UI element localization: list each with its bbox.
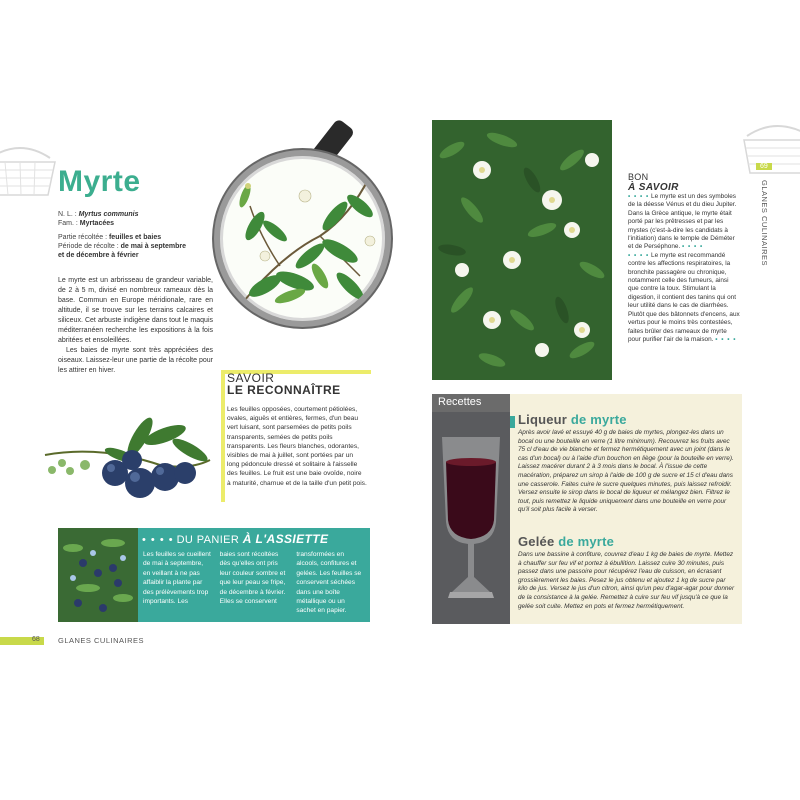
liqueur-glass-photo: [432, 412, 510, 624]
recettes-tab: Recettes: [432, 394, 510, 412]
intro-paragraph-2: Les baies de myrte sont très appréciées des oiseaux. Laissez-leur une partie de la récolte pour les attirer en hiver.: [58, 347, 213, 374]
recipe-liqueur: [518, 412, 736, 515]
page-number-right: 69: [756, 163, 772, 170]
berries-image: [40, 415, 215, 505]
partie-line: Partie récoltée : feuilles et baies: [58, 234, 162, 241]
savoir-heading: SAVOIR LE RECONNAÎTRE: [227, 371, 341, 397]
periode-line: Période de récolte : de mai à septembre: [58, 243, 187, 250]
intro-paragraph-1: Le myrte est un arbrisseau de grandeur variable, de 2 à 5 m, divisé en nombreux rameaux dès la base. Commun en Europe méridionale, rare en altitude, il se trouve sur les terrains calcaires et siliceux. Cet arbuste indigène dans tout le maquis méditerranéen recherche les expositions à la fois abritées et ensoleillées.: [58, 277, 213, 344]
liqueur-heading: Liqueur de myrte: [518, 412, 627, 427]
panier-assiette-box: [58, 528, 370, 622]
panier-col-1: Les feuilles se cueillent de mai à septembre, en veillant à ne pas affaiblir la plante par des prélèvements trop importants. Les: [143, 551, 211, 606]
myrtle-illustration: [220, 156, 385, 321]
savoir-text: Les feuilles opposées, courtement pétiolées, ovales, aiguës et entières, fermes, d'un beau vert luisant, sont parsemées de petits poils transparents, semées de petits poils transparents. Les fleurs blanches, odorantes, visibles de mai à juillet, sont portées par un long pédoncule dressé et solitaire à l'aisselle des feuilles. Le fruit est une baie ovoïde, noire à maturité, charnue et de la taille d'un petit pois.: [227, 406, 367, 487]
periode-line-2: et de décembre à février: [58, 252, 139, 259]
recettes-box: [432, 394, 742, 624]
bon-heading-1: BON: [628, 172, 649, 182]
page-title: Myrte: [58, 165, 141, 198]
plant-meta: [58, 210, 208, 260]
panier-col-2: baies sont récoltées dès qu'elles ont pris leur couleur sombre et que leur peau se fripe, de décembre à février. Elles se conservent: [219, 551, 286, 606]
bon-heading-2: À SAVOIR: [628, 182, 679, 193]
gelee-heading: Gelée de myrte: [518, 534, 615, 549]
panier-columns: [143, 550, 365, 616]
recipe-gelee: [518, 534, 736, 611]
liqueur-text: Après avoir lavé et essuyé 40 g de baies de myrtes, plongez-les dans un bocal ou une bouteille en verre (1 litre minimum). Recouvrez les fruits avec 75 cl d'eau de vie blanche et fermez hermétiquement avec un joint (dans le cas d'un bocal) ou à l'aide d'un bouchon en liège (pour la bouteille en verre). Laissez macérer durant 2 à 3 mois dans le bocal. À l'issue de cette macération, préparez un sirop à l'aide de 100 g de sucre et 15 cl d'eau dans une casserole. Faites cuire le sucre quelques minutes, puis laissez refroidir. Versez ensuite le sirop dans le bocal de liqueur et mélangez bien. Filtrez le tout, puis remettez le liquide uniquement dans une bouteille en verre pour qu'il soit plus facile à verser.: [518, 429, 734, 514]
gelee-text: Dans une bassine à confiture, couvrez d'eau 1 kg de baies de myrte. Mettez à chauffer sur feu vif et portez à ébullition. Laissez cuire 30 minutes, puis passez dans une passoire pour récupérez l'eau de cuisson, en écrasant grossièrement les baies. Pesez le jus obtenu et ajoutez 1 kg de sucre par kilo de jus. Versez le jus d'un citron, ainsi qu'un peu d'agar-agar pour donner de la consistance à la gelée. Remettez à cuire sur feu vif jusqu'à ce que la gelée soit cuite. Mettez en pots et fermez hermétiquement.: [518, 551, 735, 610]
intro-text: [58, 276, 213, 376]
bon-text: • • • • Le myrte est un des symboles de la déesse Vénus et du dieu Jupiter. Dans la Grèce antique, le myrte était porté par les prêtresses et par les mystes (c'est-à-dire les candidats à l'initiation) dans le temple de Déméter et de Perséphone. • • • • • • • • Le myrte est recommandé contre les affections respiratoires, la bronchite passagère ou chronique, notamment celle des fumeurs, ainsi que contre la toux. Stimulant la digestion, il contient des tanins qui ont leur utilité dans le cas de diarrhées. Plutôt que des bâtonnets d'encens, aux vertus pour le moins très contestées, faites brûler des rameaux de myrte pour purifier l'air de la maison. • • • •: [628, 193, 740, 343]
nl-line: N. L. : Myrtus communis: [58, 211, 139, 218]
magnifier-lens: [214, 150, 391, 327]
section-label-left: GLANES CULINAIRES: [58, 636, 145, 645]
panier-col-3: transformées en alcools, confitures et gelées. Les feuilles se conservent séchées dans une boîte métallique ou un sachet en papier.: [296, 551, 362, 615]
page-number-left: 68: [32, 636, 40, 643]
berries-bush-photo: [58, 528, 138, 622]
panier-heading: • • • • DU PANIER À L'ASSIETTE: [142, 532, 329, 546]
basket-icon: [0, 140, 60, 200]
section-label-right: GLANES CULINAIRES: [760, 180, 769, 267]
fam-line: Fam. : Myrtacées: [58, 220, 115, 227]
myrtle-flowers-photo: [432, 120, 612, 380]
liqueur-marker: [510, 416, 515, 428]
bon-a-savoir-box: [628, 172, 740, 344]
savoir-reconnaitre-box: [221, 370, 371, 500]
